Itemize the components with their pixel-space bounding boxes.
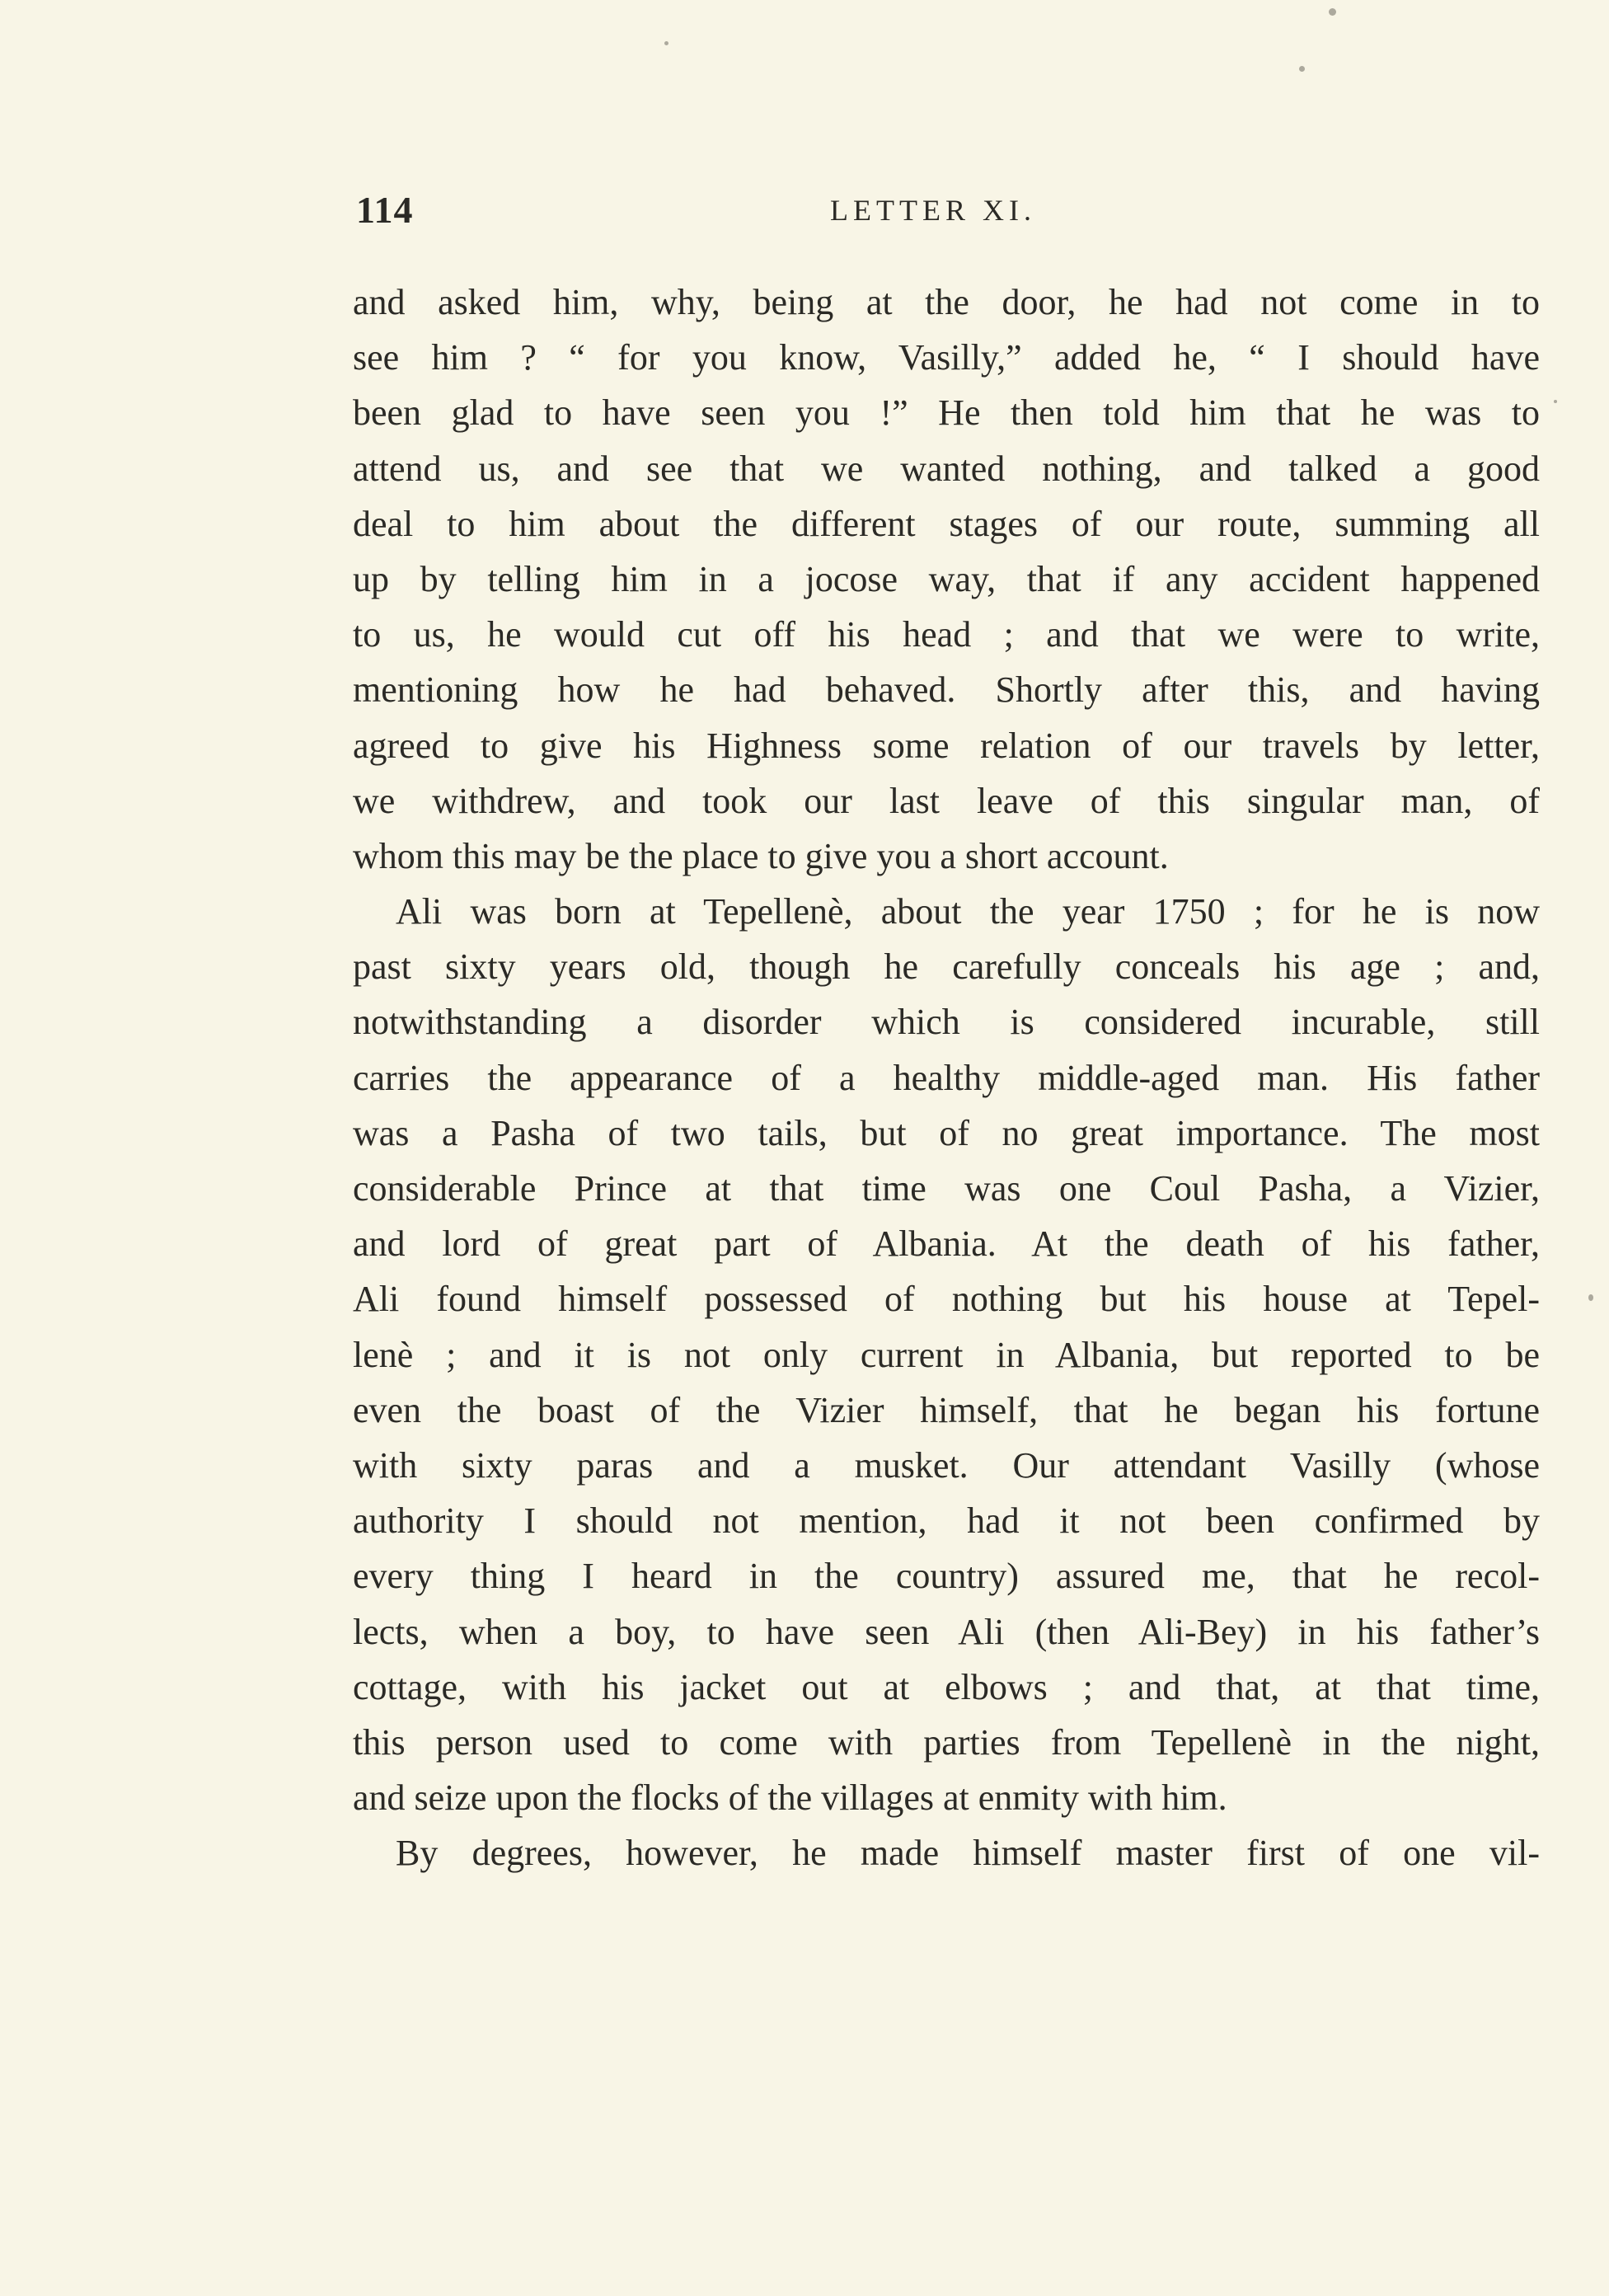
body-text [353, 275, 1540, 1880]
text-line: considerable Prince at that time was one Coul Pasha, a Vizier, [353, 1168, 1540, 1209]
text-line: mentioning how he had behaved. Shortly after this, and having [353, 669, 1540, 711]
text-line: see him ? “ for you know, Vasilly,” added he, “ I should have [353, 337, 1540, 378]
text-line: past sixty years old, though he carefully conceals his age ; and, [353, 946, 1540, 988]
text-line: to us, he would cut off his head ; and that we were to write, [353, 614, 1540, 655]
text-line: notwithstanding a disorder which is considered incurable, still [353, 1002, 1540, 1043]
text-line: cottage, with his jacket out at elbows ; and that, at that time, [353, 1666, 1540, 1707]
text-line: every thing I heard in the country) assured me, that he recol- [353, 1556, 1540, 1597]
text-line: deal to him about the different stages of our route, summing all [353, 503, 1540, 544]
text-line: with sixty paras and a musket. Our attendant Vasilly (whose [353, 1444, 1540, 1486]
paper-speck [1588, 1294, 1593, 1301]
text-line: Ali found himself possessed of nothing but his house at Tepel- [353, 1279, 1540, 1320]
running-head: LETTER XI. [830, 194, 1036, 227]
text-line: and asked him, why, being at the door, he had not come in to [353, 282, 1540, 322]
paragraph-first-line: By degrees, however, he made himself master first of one vil- [396, 1833, 1540, 1874]
page-number: 114 [356, 189, 414, 231]
paper-speck [1554, 400, 1557, 403]
paragraph-last-line: and seize upon the flocks of the villages at enmity with him. [353, 1777, 1227, 1819]
paragraph-last-line: whom this may be the place to give you a short account. [353, 835, 1169, 876]
text-line: agreed to give his Highness some relation of our travels by letter, [353, 725, 1540, 766]
paper-speck [1329, 8, 1336, 16]
text-line: was a Pasha of two tails, but of no great importance. The most [353, 1112, 1540, 1153]
text-line: lenè ; and it is not only current in Albania, but reported to be [353, 1334, 1540, 1375]
paragraph-first-line: Ali was born at Tepellenè, about the year 1750 ; for he is now [396, 891, 1540, 932]
text-line: lects, when a boy, to have seen Ali (then Ali-Bey) in his father’s [353, 1611, 1540, 1652]
text-line: attend us, and see that we wanted nothing, and talked a good [353, 448, 1540, 489]
paper-speck [1299, 66, 1305, 72]
text-line: this person used to come with parties from Tepellenè in the night, [353, 1721, 1540, 1763]
text-line: carries the appearance of a healthy middle-aged man. His father [353, 1057, 1540, 1098]
text-line: and lord of great part of Albania. At the death of his father, [353, 1223, 1540, 1265]
text-line: up by telling him in a jocose way, that if any accident happened [353, 558, 1540, 599]
page-header [356, 188, 1543, 237]
text-line: authority I should not mention, had it not been confirmed by [353, 1500, 1540, 1542]
text-line: we withdrew, and took our last leave of this singular man, of [353, 780, 1540, 821]
paper-speck [664, 41, 668, 45]
text-line: been glad to have seen you !” He then told him that he was to [353, 392, 1540, 434]
text-line: even the boast of the Vizier himself, that he began his fortune [353, 1389, 1540, 1430]
